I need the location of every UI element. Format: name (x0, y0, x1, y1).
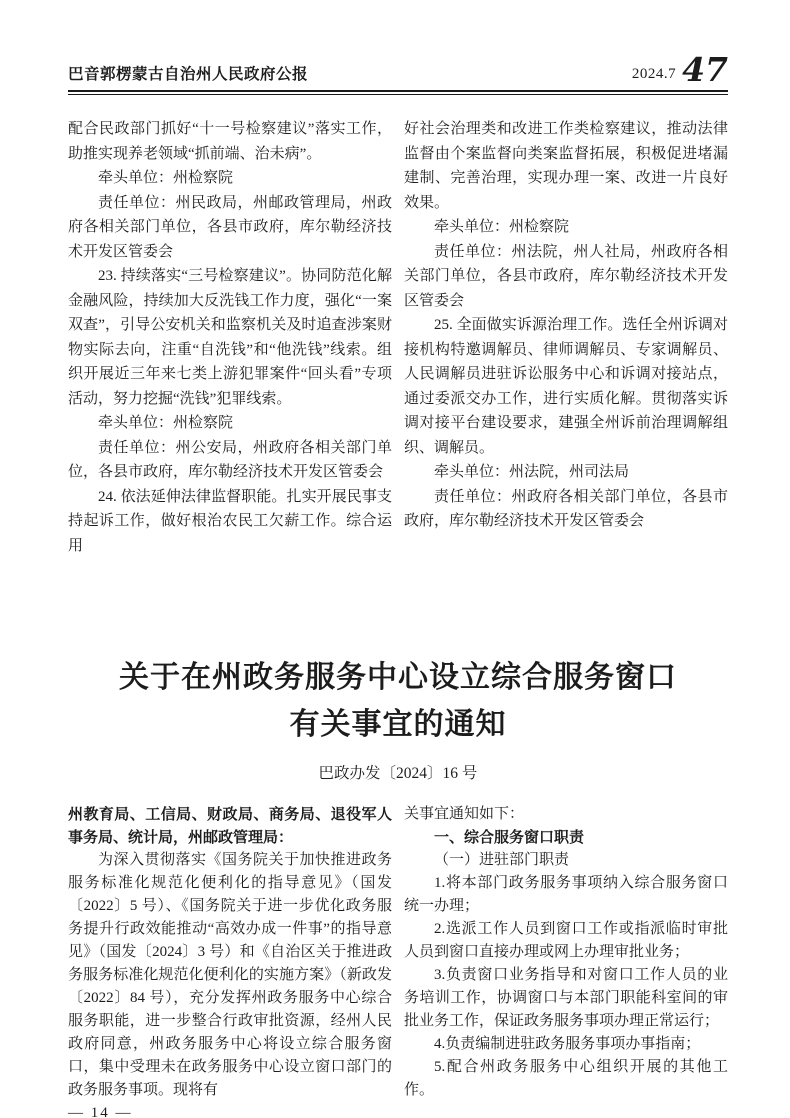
lead-unit-paragraph: 牵头单位：州法院，州司法局 (434, 464, 630, 480)
lead-unit-paragraph: 牵头单位：州检察院 (434, 219, 570, 235)
page-header (68, 50, 728, 89)
header-rule-thin (68, 94, 728, 95)
body-right-column (404, 803, 728, 1102)
notice-heading (68, 654, 728, 785)
paragraph: 配合民政部门抓好“十一号检察建议”落实工作，助推实现养老领域“抓前端、治未病”。 (68, 121, 392, 162)
lead-unit-paragraph: 牵头单位：州检察院 (98, 170, 234, 186)
section-1-heading: 一、综合服务窗口职责 (434, 829, 585, 846)
page-number: — 14 — (68, 1105, 133, 1118)
top-right-column (404, 117, 728, 558)
notice-body-section (68, 803, 728, 1102)
top-left-column (68, 117, 392, 558)
doc-number: 巴政办发〔2024〕16 号 (318, 765, 478, 782)
lead-unit-paragraph: 牵头单位：州检察院 (98, 415, 234, 431)
header-rule-thick (68, 90, 728, 92)
duty-item-5: 5.配合州政务服务中心组织开展的其他工作。 (404, 1059, 728, 1098)
paragraph: 好社会治理类和改进工作类检察建议，推动法律监督由个案监督向类案监督拓展，积极促进堵漏建制、完善治理，实现办理一案、改进一片良好效果。 (404, 121, 728, 211)
item-24-paragraph: 24. 依法延伸法律监督职能。扎实开展民事支持起诉工作，做好根治农民工欠薪工作。综合运用 (68, 488, 392, 554)
duty-item-3: 3.负责窗口业务指导和对窗口工作人员的业务培训工作，协调窗口与本部门职能科室间的审批业务工作，保证政务服务事项办理正常运行； (404, 967, 728, 1029)
notice-title-line1: 关于在州政务服务中心设立综合服务窗口 (119, 661, 677, 694)
notice-title (68, 654, 728, 748)
subsection-heading: （一）进驻部门职责 (434, 852, 570, 868)
continued-article-section (68, 117, 728, 558)
duty-unit-paragraph: 责任单位：州政府各相关部门单位，各县市政府，库尔勒经济技术开发区管委会 (404, 488, 728, 529)
duty-item-4: 4.负责编制进驻政务服务事项办事指南； (434, 1036, 701, 1052)
notice-title-line2: 有关事宜的通知 (289, 708, 507, 741)
item-25-paragraph: 25. 全面做实诉源治理工作。选任全州诉调对接机构特邀调解员、律师调解员、专家调解员、人民调解员进驻诉讼服务中心和诉调对接站点，通过委派交办工作，进行实质化解。贯彻落实诉调对接平台建设要求，建强全州诉前治理调解组织、调解员。 (404, 317, 728, 456)
duty-unit-paragraph: 责任单位：州公安局，州政府各相关部门单位，各县市政府，库尔勒经济技术开发区管委会 (68, 439, 392, 480)
issue-info (631, 50, 728, 89)
duty-item-1: 1.将本部门政务服务事项纳入综合服务窗口统一办理； (404, 875, 728, 914)
issue-number: 47 (682, 50, 728, 89)
item-23-paragraph: 23. 持续落实“三号检察建议”。协同防范化解金融风险，持续加大反洗钱工作力度，强化“一案双查”，引导公安机关和监察机关及时追查涉案财物实际去向，注重“自洗钱”和“他洗钱”线索。组织开展近三年来七类上游犯罪案件“回头看”专项活动，努力挖掘“洗钱”犯罪线索。 (68, 268, 392, 407)
issue-date: 2024.7 (631, 66, 677, 82)
duty-unit-paragraph: 责任单位：州民政局，州邮政管理局，州政府各相关部门单位，各县市政府，库尔勒经济技术开发区管委会 (68, 194, 392, 260)
paragraph: 关事宜通知如下： (404, 806, 525, 822)
duty-unit-paragraph: 责任单位：州法院，州人社局，州政府各相关部门单位，各县市政府，库尔勒经济技术开发区管委会 (404, 243, 728, 309)
duty-item-2: 2.选派工作人员到窗口工作或指派临时审批人员到窗口直接办理或网上办理审批业务； (404, 921, 728, 960)
gazette-title: 巴音郭楞蒙古自治州人民政府公报 (68, 66, 309, 83)
body-left-column (68, 803, 392, 1102)
addressee-paragraph: 州教育局、工信局、财政局、商务局、退役军人事务局、统计局，州邮政管理局： (68, 806, 392, 846)
header-rule (68, 90, 728, 95)
intro-paragraph: 为深入贯彻落实《国务院关于加快推进政务服务标准化规范化便利化的指导意见》（国发〔2022〕5 号）、《国务院关于进一步优化政务服务提升行政效能推动“高效办成一件事”的指导意见》（国发〔2024〕3 号）和《自治区关于推进政务服务标准化规范化便利化的实施方案》（新政发〔2022〕84 号），充分发挥州政务服务中心综合服务职能，进一步整合行政审批资源，经州人民政府同意，州政务服务中心将设立综合服务窗口，集中受理未在政务服务中心设立窗口部门的政务服务事项。现将有 (68, 852, 392, 1098)
